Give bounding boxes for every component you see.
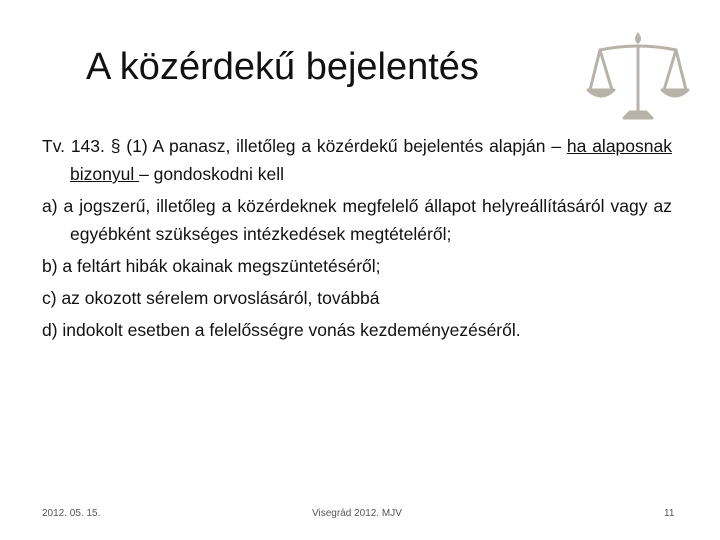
footer-event: Visegrád 2012. MJV: [312, 508, 402, 519]
intro-underlined-text: ha alaposnak bizonyul: [70, 136, 672, 184]
intro-paragraph: [42, 132, 672, 188]
scales-of-justice-icon: [586, 28, 690, 124]
intro-text-2: – gondoskodni kell: [139, 164, 285, 184]
list-item-a: a) a jogszerű, illetőleg a közérdeknek megfelelő állapot helyreállításáról vagy az egyébként szükséges intézkedések megtételéről;: [42, 196, 672, 244]
intro-text-1: (1) A panasz, illetőleg a közérdekű bejelentés alapján –: [120, 136, 567, 156]
footer-date: 2012. 05. 15.: [42, 508, 101, 519]
slide-title: A közérdekű bejelentés: [86, 46, 479, 88]
footer-page-number: 11: [664, 508, 675, 519]
list-item-b: b) a feltárt hibák okainak megszüntetéséről;: [42, 256, 381, 276]
slide-body: [42, 132, 672, 348]
law-reference: Tv. 143. §: [42, 136, 121, 156]
list-item-c: c) az okozott sérelem orvoslásáról, továbbá: [42, 288, 380, 308]
list-item-d: d) indokolt esetben a felelősségre vonás kezdeményezéséről.: [42, 320, 521, 340]
